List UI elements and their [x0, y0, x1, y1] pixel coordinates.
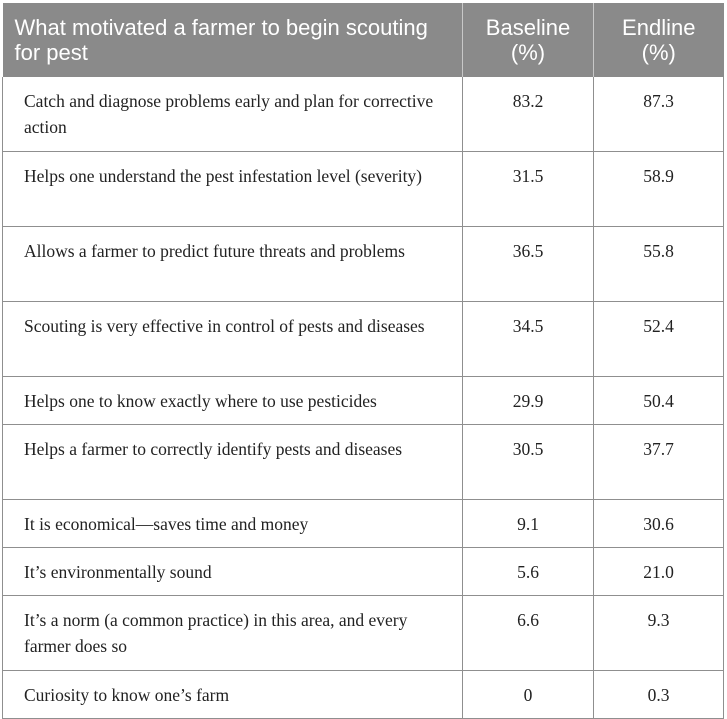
reason-cell: Helps a farmer to correctly identify pests and diseases: [3, 425, 463, 500]
endline-cell: 21.0: [594, 548, 724, 596]
endline-cell: 52.4: [594, 302, 724, 377]
reason-cell: Helps one understand the pest infestation level (severity): [3, 152, 463, 227]
table-row: [3, 425, 724, 500]
table-container: [2, 3, 723, 719]
reason-cell: Scouting is very effective in control of pests and diseases: [3, 302, 463, 377]
baseline-cell: 34.5: [463, 302, 594, 377]
baseline-cell: 29.9: [463, 377, 594, 425]
header-question: What motivated a farmer to begin scouting for pest: [3, 3, 463, 77]
table-row: [3, 152, 724, 227]
baseline-cell: 36.5: [463, 227, 594, 302]
table-row: [3, 500, 724, 548]
table-body: [3, 77, 724, 719]
header-endline: Endline (%): [594, 3, 724, 77]
reason-cell: Catch and diagnose problems early and plan for corrective action: [3, 77, 463, 152]
reason-cell: It’s environmentally sound: [3, 548, 463, 596]
endline-cell: 9.3: [594, 596, 724, 671]
table-row: [3, 77, 724, 152]
table-row: [3, 302, 724, 377]
table-row: [3, 548, 724, 596]
header-baseline: Baseline (%): [463, 3, 594, 77]
baseline-cell: 30.5: [463, 425, 594, 500]
reason-cell: It’s a norm (a common practice) in this area, and every farmer does so: [3, 596, 463, 671]
baseline-cell: 0: [463, 671, 594, 719]
baseline-cell: 83.2: [463, 77, 594, 152]
endline-cell: 50.4: [594, 377, 724, 425]
endline-cell: 0.3: [594, 671, 724, 719]
baseline-cell: 31.5: [463, 152, 594, 227]
baseline-cell: 5.6: [463, 548, 594, 596]
baseline-cell: 9.1: [463, 500, 594, 548]
scouting-motivation-table: [2, 3, 724, 719]
endline-cell: 37.7: [594, 425, 724, 500]
reason-cell: It is economical—saves time and money: [3, 500, 463, 548]
table-row: [3, 596, 724, 671]
table-row: [3, 671, 724, 719]
header-row: [3, 3, 724, 77]
baseline-cell: 6.6: [463, 596, 594, 671]
reason-cell: Helps one to know exactly where to use pesticides: [3, 377, 463, 425]
reason-cell: Curiosity to know one’s farm: [3, 671, 463, 719]
endline-cell: 58.9: [594, 152, 724, 227]
endline-cell: 30.6: [594, 500, 724, 548]
reason-cell: Allows a farmer to predict future threats and problems: [3, 227, 463, 302]
table-header: [3, 3, 724, 77]
table-row: [3, 377, 724, 425]
table-row: [3, 227, 724, 302]
endline-cell: 55.8: [594, 227, 724, 302]
endline-cell: 87.3: [594, 77, 724, 152]
